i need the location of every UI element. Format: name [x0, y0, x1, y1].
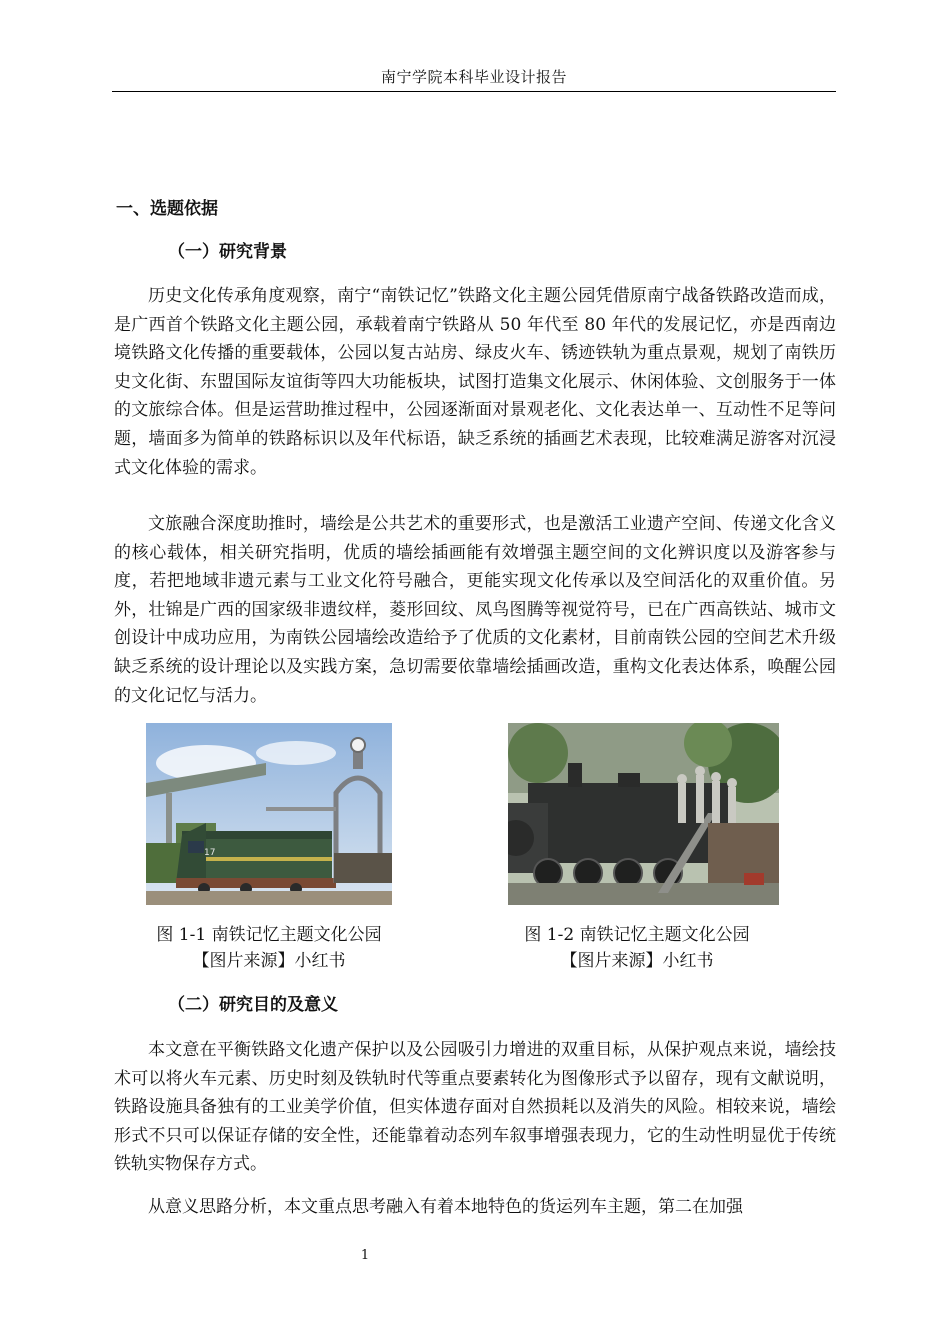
page-number: 1 [360, 1248, 370, 1263]
paragraph-background-1: 历史文化传承角度观察，南宁“南铁记忆”铁路文化主题公园凭借原南宁战备铁路改造而成，是广西首个铁路文化主题公园，承载着南宁铁路从 50 年代至 80 年代的发展记忆，亦是西南边境铁路文化传播的重要载体，公园以复古站房、绿皮火车、锈迹铁轨为重点景观，规划了南铁历史文化街、东盟国际友谊街等四大功能板块，试图打造集文化展示、休闲体验、文创服务于一体的文旅综合体。但是运营助推过程中，公园逐渐面对景观老化、文化表达单一、互动性不足等问题，墙面多为简单的铁路标识以及年代标语，缺乏系统的插画艺术表现，比较难满足游客对沉浸式文化体验的需求。 [114, 286, 836, 478]
figure-1-caption [104, 922, 434, 974]
figure-1-photo [146, 723, 392, 905]
figure-1-source: 【图片来源】小红书 [192, 951, 346, 971]
paragraph-purpose-1: 本文意在平衡铁路文化遗产保护以及公园吸引力增进的双重目标，从保护观点来说，墙绘技术可以将火车元素、历史时刻及铁轨时代等重点要素转化为图像形式予以留存，现有文献说明，铁路设施具备独有的工业美学价值，但实体遗存面对自然损耗以及消失的风险。相较来说，墙绘形式不只可以保证存储的安全性，还能靠着动态列车叙事增强表现力，它的生动性明显优于传统铁轨实物保存方式。 [114, 1040, 836, 1175]
figure-2-photo [508, 723, 779, 905]
header-rule [112, 91, 836, 92]
paragraph-purpose-2: 从意义思路分析，本文重点思考融入有着本地特色的货运列车主题，第二在加强 [148, 1197, 743, 1217]
figure-2-caption [472, 922, 802, 974]
figure-1-caption-title: 图 1-1 南铁记忆主题文化公园 [156, 925, 382, 945]
figure-2-caption-title: 图 1-2 南铁记忆主题文化公园 [524, 925, 750, 945]
subsection-heading-background: （一）研究背景 [168, 242, 287, 262]
paragraph-background-2: 文旅融合深度助推时，墙绘是公共艺术的重要形式，也是激活工业遗产空间、传递文化含义的核心载体，相关研究指明，优质的墙绘插画能有效增强主题空间的文化辨识度以及游客参与度，若把地域非遗元素与工业文化符号融合，更能实现文化传承以及空间活化的双重价值。另外，壮锦是广西的国家级非遗纹样，菱形回纹、凤鸟图腾等视觉符号，已在广西高铁站、城市文创设计中成功应用，为南铁公园墙绘改造给予了优质的文化素材，目前南铁公园的空间艺术升级缺乏系统的设计理论以及实践方案，急切需要依靠墙绘插画改造，重构文化表达体系，唤醒公园的文化记忆与活力。 [114, 514, 836, 706]
section-heading: 一、选题依据 [116, 199, 218, 219]
subsection-heading-purpose: （二）研究目的及意义 [168, 995, 338, 1015]
train-number: 17 [204, 848, 216, 858]
figure-2-source: 【图片来源】小红书 [560, 951, 714, 971]
page-header-title: 南宁学院本科毕业设计报告 [380, 68, 567, 86]
